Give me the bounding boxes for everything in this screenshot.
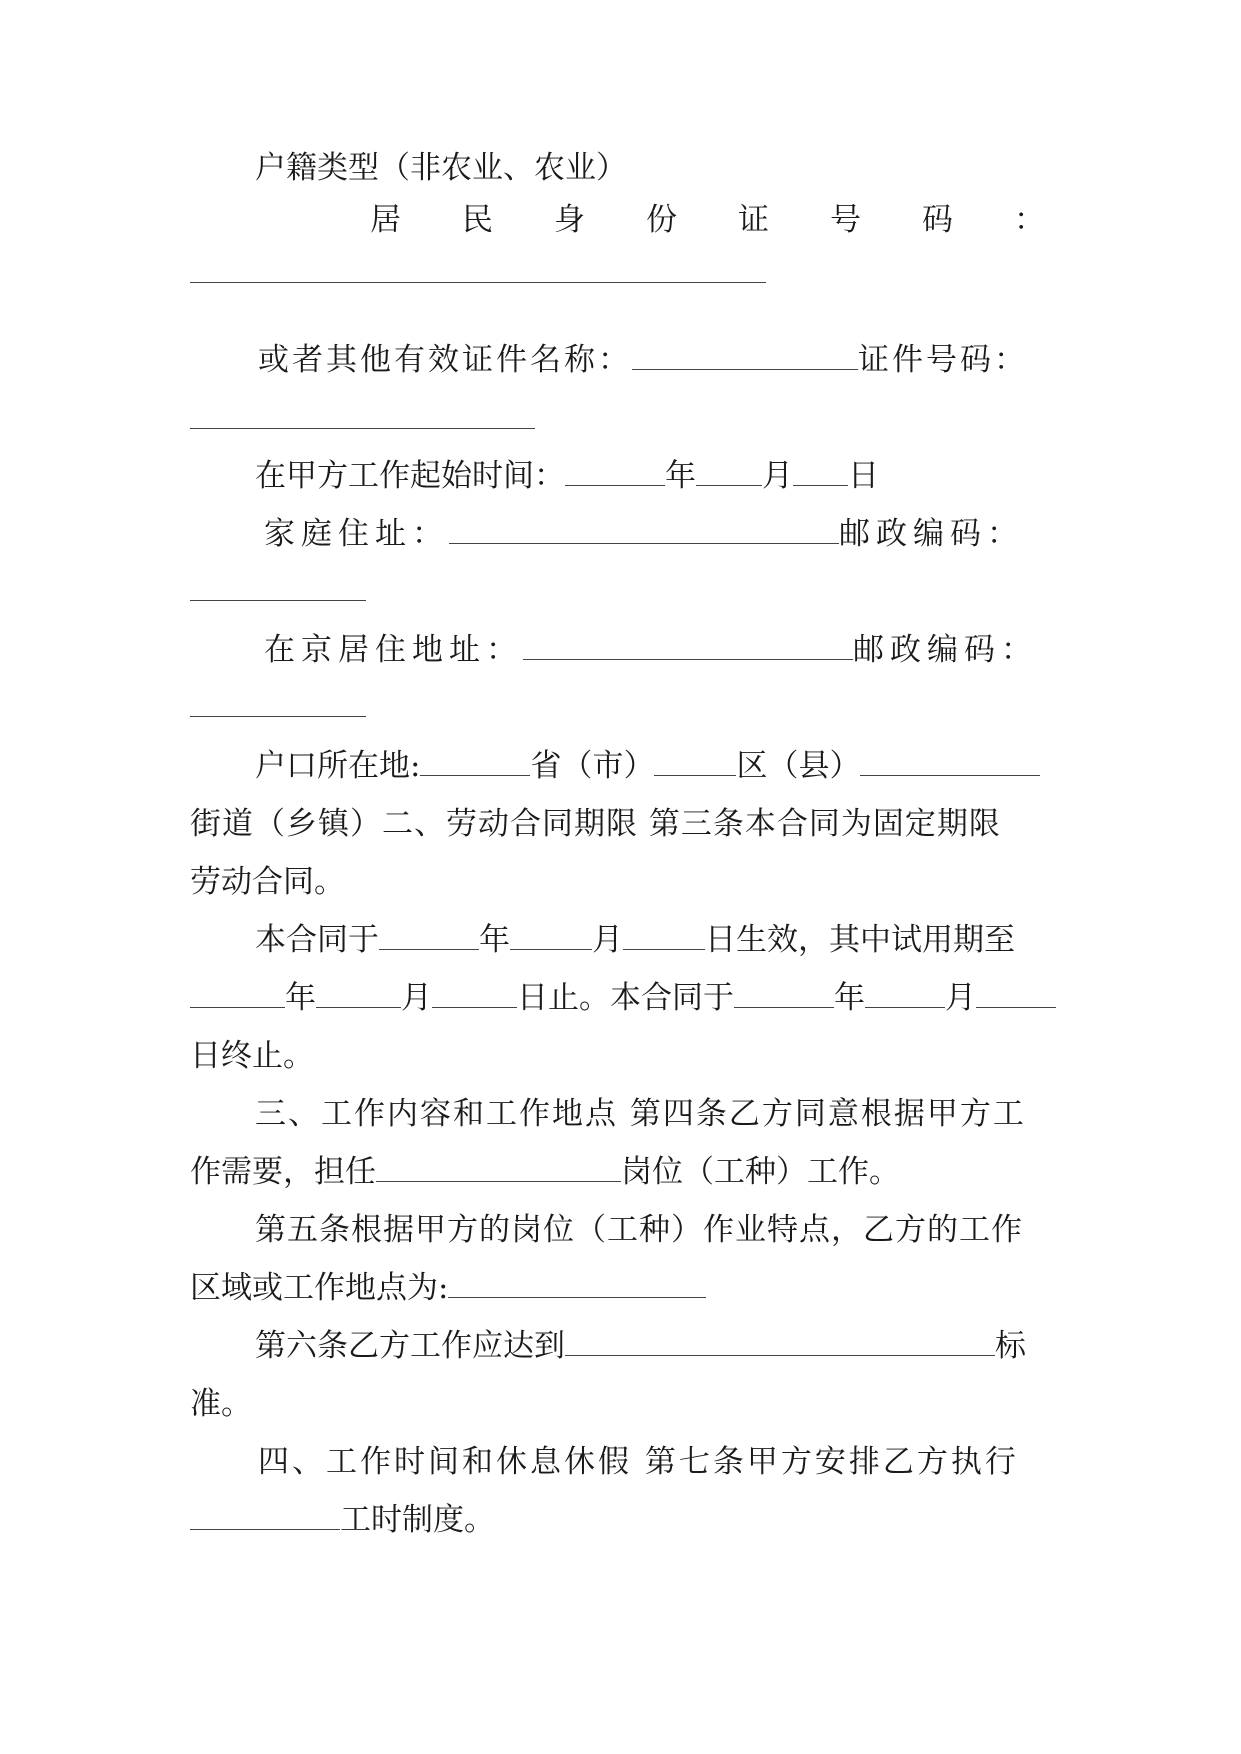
month-text: 月 xyxy=(592,922,623,958)
id-label-char: 码 xyxy=(922,202,953,238)
article-five-line xyxy=(255,1206,1113,1254)
year-text: 年 xyxy=(479,922,510,958)
probation-end-text: 日止。本合同于 xyxy=(517,980,734,1016)
id-label-char: 证 xyxy=(738,202,769,238)
hukou-line xyxy=(255,742,1055,790)
contract-type-line xyxy=(190,858,1048,906)
work-content-heading-line xyxy=(255,1090,1113,1138)
beijing-address-blank[interactable] xyxy=(523,629,853,660)
termination-text: 日终止。 xyxy=(190,1038,314,1074)
household-type-line xyxy=(255,144,627,192)
hukou-label: 户口所在地: xyxy=(255,748,421,784)
termination-line xyxy=(190,1032,1048,1080)
other-id-line xyxy=(258,336,1048,384)
beijing-address-line xyxy=(264,626,1054,674)
work-standard-blank[interactable] xyxy=(565,1325,995,1356)
day-text: 日 xyxy=(848,458,879,494)
start-date-label: 在甲方工作起始时间： xyxy=(255,458,565,494)
position-line xyxy=(190,1148,1048,1196)
street-blank[interactable] xyxy=(860,745,1040,776)
article-six-line xyxy=(255,1322,1055,1370)
article-six-label: 第六条乙方工作应达到 xyxy=(255,1328,565,1364)
other-id-label: 或者其他有效证件名称： xyxy=(258,342,632,378)
id-label-char: 居 xyxy=(370,202,401,238)
street-term-line xyxy=(190,800,1048,848)
id-label-char: 身 xyxy=(554,202,585,238)
year-text: 年 xyxy=(285,980,316,1016)
id-label-char: 份 xyxy=(646,202,677,238)
id-number-label-line xyxy=(370,196,1045,244)
id-label-char: 民 xyxy=(462,202,493,238)
district-blank[interactable] xyxy=(654,745,736,776)
article-five-text: 第五条根据甲方的岗位（工种）作业特点，乙方的工作 xyxy=(255,1212,1023,1248)
probation-year-blank[interactable] xyxy=(190,977,285,1008)
start-month-blank[interactable] xyxy=(696,455,762,486)
id-label-char: ： xyxy=(1014,202,1045,238)
home-address-label: 家庭住址： xyxy=(264,516,449,552)
home-address-line xyxy=(264,510,1054,558)
end-month-blank[interactable] xyxy=(865,977,945,1008)
standard-text: 标 xyxy=(995,1328,1026,1364)
id-number-label: 证件号码： xyxy=(858,342,1028,378)
start-date-line xyxy=(255,452,1113,500)
end-day-blank[interactable] xyxy=(976,977,1056,1008)
other-id-number-blank[interactable] xyxy=(190,428,535,429)
position-label: 作需要，担任 xyxy=(190,1154,376,1190)
standard-end-line xyxy=(190,1380,1048,1428)
province-blank[interactable] xyxy=(420,745,530,776)
effective-day-blank[interactable] xyxy=(623,919,705,950)
street-term-text: 街道（乡镇）二、劳动合同期限 第三条本合同为固定期限 xyxy=(190,806,1001,842)
effective-probation-text: 日生效，其中试用期至 xyxy=(705,922,1015,958)
home-address-blank[interactable] xyxy=(449,513,839,544)
effective-month-blank[interactable] xyxy=(510,919,592,950)
probation-month-blank[interactable] xyxy=(316,977,401,1008)
end-year-blank[interactable] xyxy=(734,977,834,1008)
position-suffix: 岗位（工种）工作。 xyxy=(621,1154,900,1190)
contract-type-text: 劳动合同。 xyxy=(190,864,345,900)
standard-end-text: 准。 xyxy=(190,1386,252,1422)
beijing-address-label: 在京居住地址： xyxy=(264,632,523,668)
province-text: 省（市） xyxy=(530,748,655,784)
probation-end-line xyxy=(190,974,1050,1022)
probation-day-blank[interactable] xyxy=(432,977,517,1008)
work-hours-system-line xyxy=(190,1496,1048,1544)
year-text: 年 xyxy=(665,458,696,494)
work-hours-system-blank[interactable] xyxy=(190,1499,340,1530)
home-postal-code-blank[interactable] xyxy=(190,600,366,601)
year-text: 年 xyxy=(834,980,865,1016)
household-type-text: 户籍类型（非农业、农业） xyxy=(255,150,627,186)
beijing-postal-code-blank[interactable] xyxy=(190,716,366,717)
start-year-blank[interactable] xyxy=(565,455,665,486)
id-number-blank[interactable] xyxy=(190,282,766,283)
id-label-char: 号 xyxy=(830,202,861,238)
contract-from-text: 本合同于 xyxy=(255,922,379,958)
month-text: 月 xyxy=(762,458,793,494)
work-hours-heading-line xyxy=(258,1438,1116,1486)
work-hours-system-text: 工时制度。 xyxy=(340,1502,495,1538)
other-id-name-blank[interactable] xyxy=(632,339,858,370)
month-text: 月 xyxy=(945,980,976,1016)
postal-code-label: 邮政编码： xyxy=(853,632,1038,668)
position-blank[interactable] xyxy=(376,1151,621,1182)
month-text: 月 xyxy=(401,980,432,1016)
work-content-heading: 三、工作内容和工作地点 第四条乙方同意根据甲方工 xyxy=(255,1096,1026,1132)
work-location-line xyxy=(190,1264,1048,1312)
work-location-label: 区域或工作地点为: xyxy=(190,1270,449,1306)
postal-code-label: 邮政编码： xyxy=(839,516,1024,552)
district-text: 区（县） xyxy=(736,748,861,784)
effective-date-line xyxy=(255,916,1055,964)
effective-year-blank[interactable] xyxy=(379,919,479,950)
work-location-blank[interactable] xyxy=(448,1267,706,1298)
start-day-blank[interactable] xyxy=(793,455,848,486)
work-hours-heading: 四、工作时间和休息休假 第七条甲方安排乙方执行 xyxy=(258,1444,1019,1480)
